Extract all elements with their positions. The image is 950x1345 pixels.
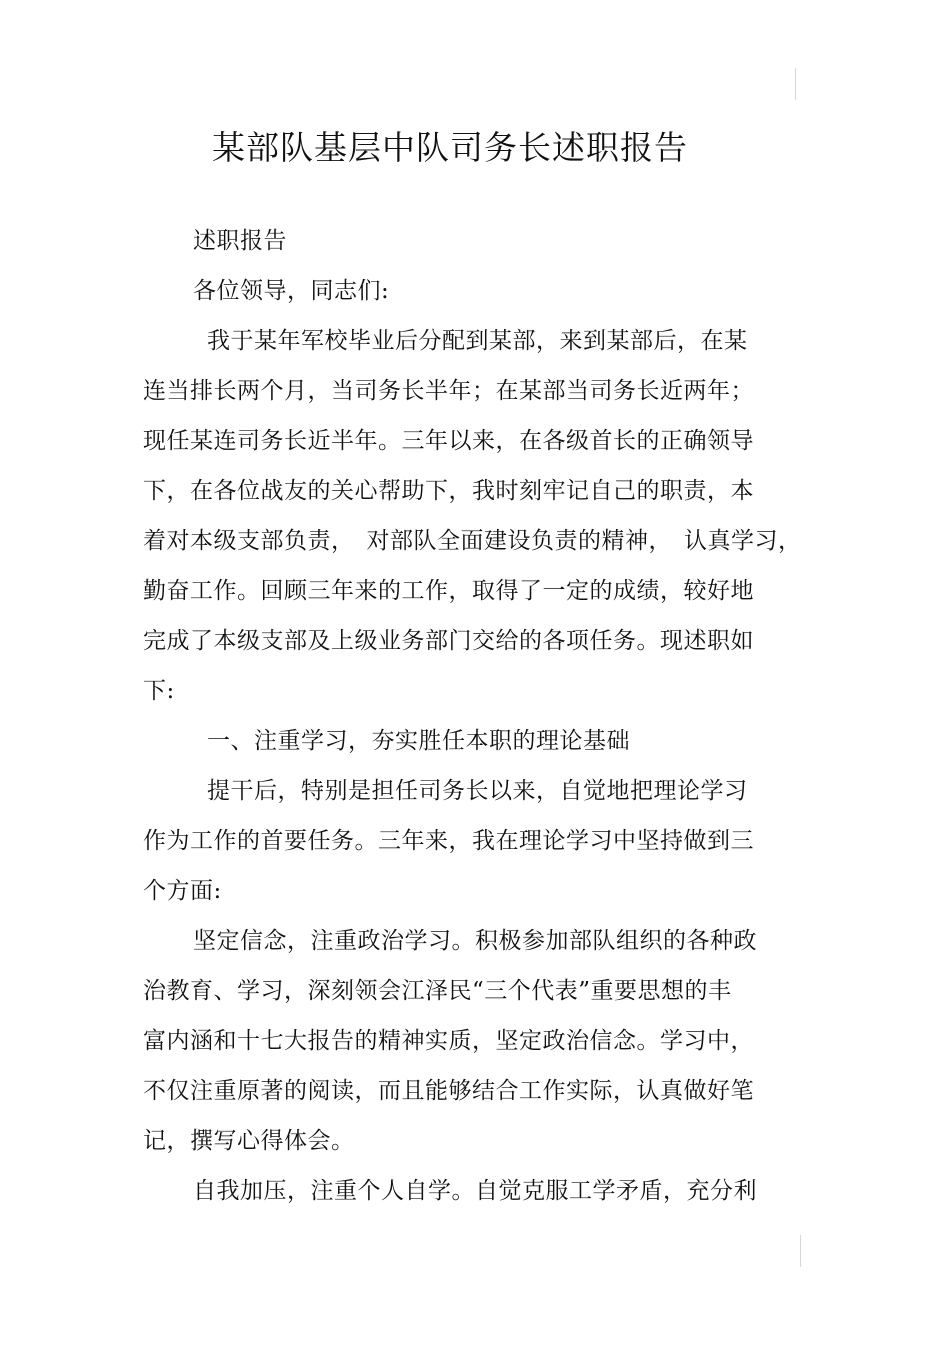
document-title: 某部队基层中队司务长述职报告 bbox=[212, 128, 688, 167]
page-edge-mark-bottom bbox=[800, 1235, 801, 1267]
paragraph-line: 连当排长两个月，当司务长半年；在某部当司务长近两年； bbox=[143, 378, 754, 404]
paragraph-line: 下: bbox=[143, 678, 175, 704]
paragraph-line: 提干后，特别是担任司务长以来，自觉地把理论学习 bbox=[207, 778, 748, 804]
report-heading: 述职报告 bbox=[193, 228, 287, 254]
paragraph-line: 着对本级支部负责， 对部队全面建设负责的精神， 认真学习， bbox=[143, 528, 802, 554]
paragraph-line: 记，撰写心得体会。 bbox=[143, 1128, 355, 1154]
paragraph-line: 个方面: bbox=[143, 878, 222, 904]
paragraph-line: 自我加压，注重个人自学。自觉克服工学矛盾，充分利 bbox=[193, 1178, 757, 1204]
page-edge-mark-top bbox=[795, 68, 796, 100]
paragraph-line: 作为工作的首要任务。三年来，我在理论学习中坚持做到三 bbox=[143, 828, 754, 854]
paragraph-line: 富内涵和十七大报告的精神实质，坚定政治信念。学习中， bbox=[143, 1028, 754, 1054]
paragraph-line: 我于某年军校毕业后分配到某部，来到某部后，在某 bbox=[207, 328, 748, 354]
paragraph-line: 治教育、学习，深刻领会江泽民“三个代表”重要思想的丰 bbox=[143, 978, 732, 1004]
paragraph-line: 不仅注重原著的阅读，而且能够结合工作实际，认真做好笔 bbox=[143, 1078, 754, 1104]
paragraph-line: 坚定信念，注重政治学习。积极参加部队组织的各种政 bbox=[193, 928, 757, 954]
paragraph-line: 完成了本级支部及上级业务部门交给的各项任务。现述职如 bbox=[143, 628, 754, 654]
paragraph-line: 现任某连司务长近半年。三年以来，在各级首长的正确领导 bbox=[143, 428, 754, 454]
section-heading: 一、注重学习，夯实胜任本职的理论基础 bbox=[207, 728, 630, 754]
salutation: 各位领导，同志们: bbox=[193, 278, 390, 304]
paragraph-line: 勤奋工作。回顾三年来的工作，取得了一定的成绩，较好地 bbox=[143, 578, 754, 604]
paragraph-line: 下，在各位战友的关心帮助下，我时刻牢记自己的职责，本 bbox=[143, 478, 754, 504]
